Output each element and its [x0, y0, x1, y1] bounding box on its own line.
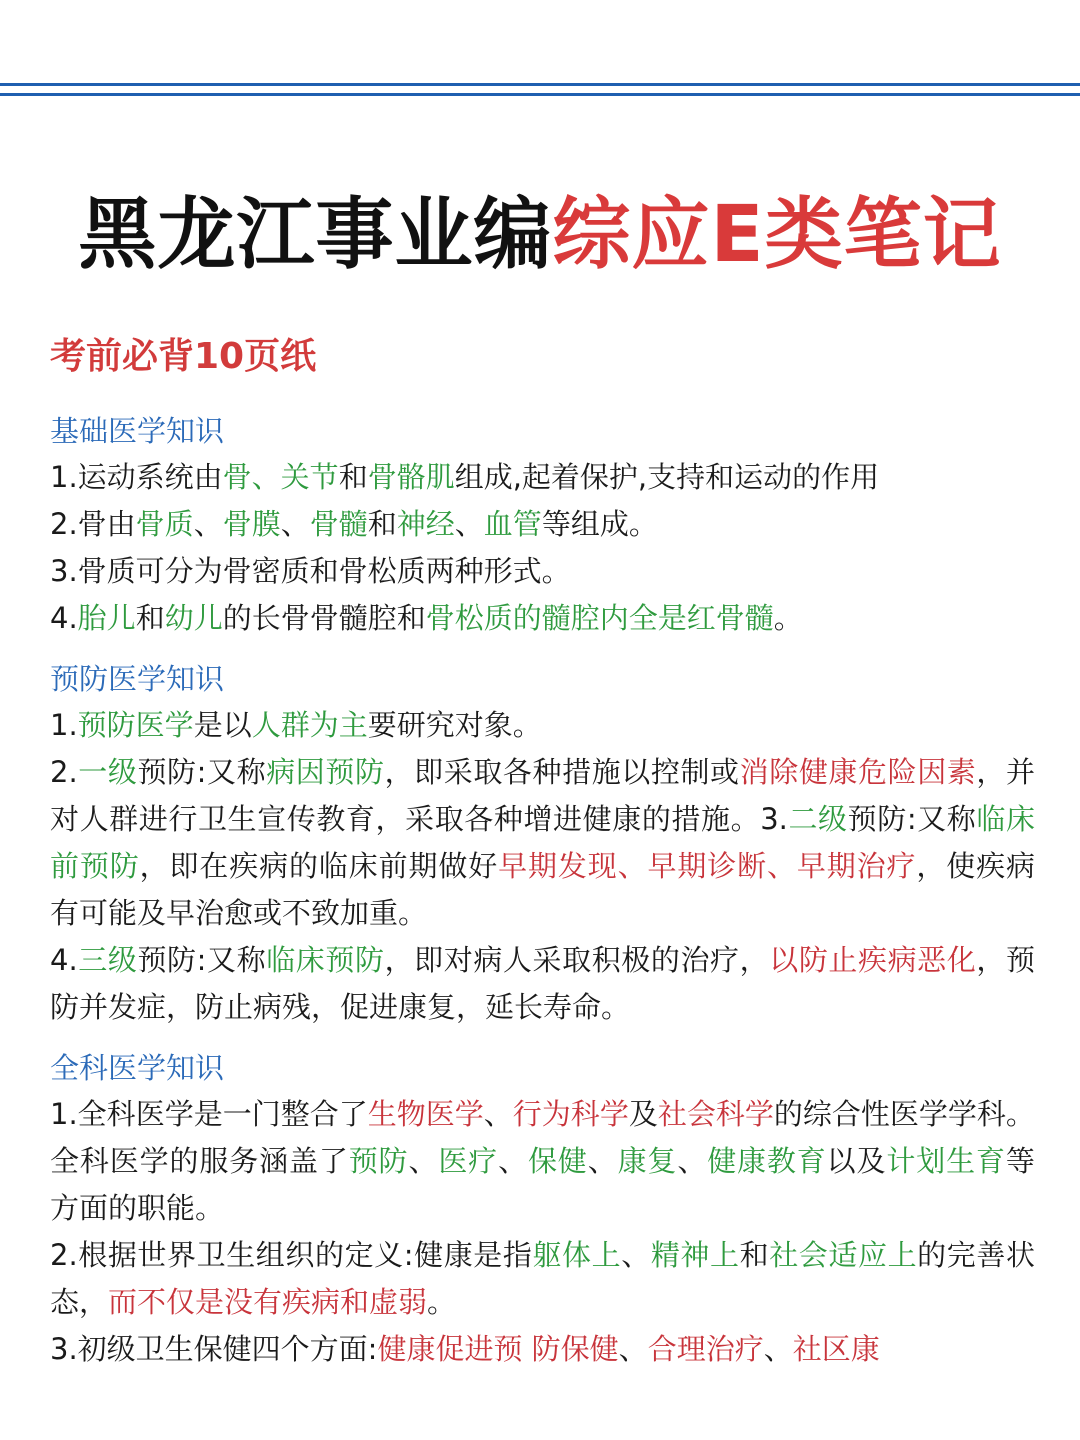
top-rule-double: [0, 93, 1080, 96]
highlight-green: 健康教育: [707, 1144, 827, 1178]
highlight-green: 三级: [77, 943, 138, 977]
highlight-green: 幼儿: [164, 601, 223, 635]
highlight-green: 康复: [617, 1144, 678, 1178]
text-run: 和: [135, 601, 165, 635]
title-black-part: 黑龙江事业编: [78, 190, 553, 280]
highlight-green: 一级: [77, 755, 138, 789]
text-run: 2.骨由: [50, 507, 136, 541]
text-run: 、: [587, 1144, 618, 1178]
section-title: 全科医学知识: [50, 1051, 225, 1085]
text-run: 组成,起着保护,支持和运动的作用: [454, 460, 880, 494]
text-run: 、: [763, 1332, 793, 1366]
highlight-green: 骨髓: [309, 507, 368, 541]
section: [50, 656, 1035, 1031]
text-run: 和: [338, 460, 368, 494]
text-run: 、: [677, 1144, 708, 1178]
text-run: ，即在疾病的临床前期做好: [139, 849, 499, 883]
top-rule: [0, 83, 1080, 86]
note-paragraph: [50, 501, 1035, 548]
text-run: 预防:又称: [137, 755, 267, 789]
highlight-green: 骨骼肌: [367, 460, 455, 494]
text-run: 2.根据世界卫生组织的定义:健康是指: [50, 1238, 533, 1272]
text-run: ，并对人群进行卫生宣传教育，采取各种增进健康的措施。3.: [50, 755, 1035, 836]
highlight-green: 社会适应上: [769, 1238, 918, 1272]
highlight-red: 健康促进预 防保健: [377, 1332, 619, 1366]
text-run: 。: [427, 1285, 457, 1319]
highlight-green: 医疗: [438, 1144, 499, 1178]
note-paragraph: [50, 702, 1035, 749]
highlight-green: 病因预防: [266, 755, 385, 789]
text-run: ，使疾病有可能及早治愈或不致加重。: [50, 849, 1035, 930]
note-paragraph: [50, 1232, 1035, 1326]
highlight-green: 胎儿: [77, 601, 136, 635]
text-run: 、: [454, 507, 484, 541]
highlight-red: 社区康: [792, 1332, 880, 1366]
text-run: 等方面的职能。: [50, 1144, 1035, 1225]
highlight-green: 二级: [787, 802, 848, 836]
text-run: 是以: [193, 708, 252, 742]
note-paragraph: [50, 1091, 1035, 1232]
highlight-red: 社会科学: [657, 1097, 774, 1131]
highlight-red: 而不仅是没有疾病和虚弱: [108, 1285, 428, 1319]
section-title: 基础医学知识: [50, 414, 225, 448]
text-run: 、: [618, 1332, 648, 1366]
note-paragraph: [50, 937, 1035, 1031]
text-run: ，即采取各种措施以控制或: [384, 755, 740, 789]
highlight-green: 临床前预防: [50, 802, 1035, 883]
text-run: 、: [408, 1144, 439, 1178]
highlight-red: 以防止疾病恶化: [769, 943, 977, 977]
highlight-green: 血管: [483, 507, 542, 541]
page-title: [0, 172, 1080, 284]
text-run: 等组成。: [541, 507, 658, 541]
highlight-red: 早期发现、早期诊断、早期治疗: [498, 849, 917, 883]
text-run: 的完善状态，: [50, 1238, 1035, 1319]
text-run: 以及: [826, 1144, 887, 1178]
highlight-red: 合理治疗: [647, 1332, 764, 1366]
highlight-green: 骨、关节: [222, 460, 339, 494]
text-run: 3.初级卫生保健四个方面:: [50, 1332, 378, 1366]
text-run: 、: [498, 1144, 528, 1178]
text-run: 的长骨骨髓腔和: [222, 601, 426, 635]
notes-content: [50, 408, 1035, 1387]
text-run: 1.全科医学是一门整合了: [50, 1097, 368, 1131]
text-run: 4.: [50, 943, 78, 977]
text-run: 、: [193, 507, 223, 541]
note-paragraph: [50, 1326, 1035, 1373]
text-run: 1.运动系统由: [50, 460, 223, 494]
note-paragraph: [50, 548, 1035, 595]
text-run: 、: [621, 1238, 651, 1272]
text-run: 。: [773, 601, 803, 635]
text-run: 预防:又称: [847, 802, 977, 836]
subtitle: 考前必背10页纸: [50, 336, 317, 377]
section: [50, 408, 1035, 642]
text-run: 、: [483, 1097, 513, 1131]
text-run: 和: [739, 1238, 770, 1272]
text-run: ，预防并发症，防止病残，促进康复，延长寿命。: [50, 943, 1035, 1024]
highlight-green: 保健: [527, 1144, 588, 1178]
highlight-green: 临床预防: [266, 943, 385, 977]
note-paragraph: [50, 454, 1035, 501]
text-run: 3.骨质可分为骨密质和骨松质两种形式。: [50, 554, 571, 588]
text-run: ，即对病人采取积极的治疗，: [384, 943, 770, 977]
highlight-red: 消除健康危险因素: [739, 755, 977, 789]
highlight-green: 骨松质的髓腔内全是红骨髓: [425, 601, 774, 635]
text-run: 和: [367, 507, 397, 541]
text-run: 预防:又称: [137, 943, 267, 977]
highlight-green: 骨质: [135, 507, 194, 541]
text-run: 的综合性医学学科。全科医学的服务涵盖了: [50, 1097, 1035, 1178]
section-title: 预防医学知识: [50, 662, 225, 696]
highlight-red: 生物医学: [367, 1097, 484, 1131]
text-run: 4.: [50, 601, 78, 635]
text-run: 2.: [50, 755, 78, 789]
section: [50, 1045, 1035, 1373]
text-run: 及: [628, 1097, 658, 1131]
highlight-green: 人群为主: [251, 708, 368, 742]
text-run: 1.: [50, 708, 78, 742]
title-red-part: 综应E类笔记: [552, 190, 1002, 280]
highlight-green: 计划生育: [886, 1144, 1006, 1178]
highlight-green: 神经: [396, 507, 455, 541]
highlight-green: 精神上: [650, 1238, 740, 1272]
text-run: 要研究对象。: [367, 708, 542, 742]
highlight-green: 预防: [348, 1144, 409, 1178]
note-paragraph: [50, 595, 1035, 642]
highlight-green: 骨膜: [222, 507, 281, 541]
note-paragraph: [50, 749, 1035, 937]
highlight-green: 躯体上: [532, 1238, 622, 1272]
text-run: 、: [280, 507, 310, 541]
highlight-green: 预防医学: [77, 708, 194, 742]
highlight-red: 行为科学: [512, 1097, 629, 1131]
